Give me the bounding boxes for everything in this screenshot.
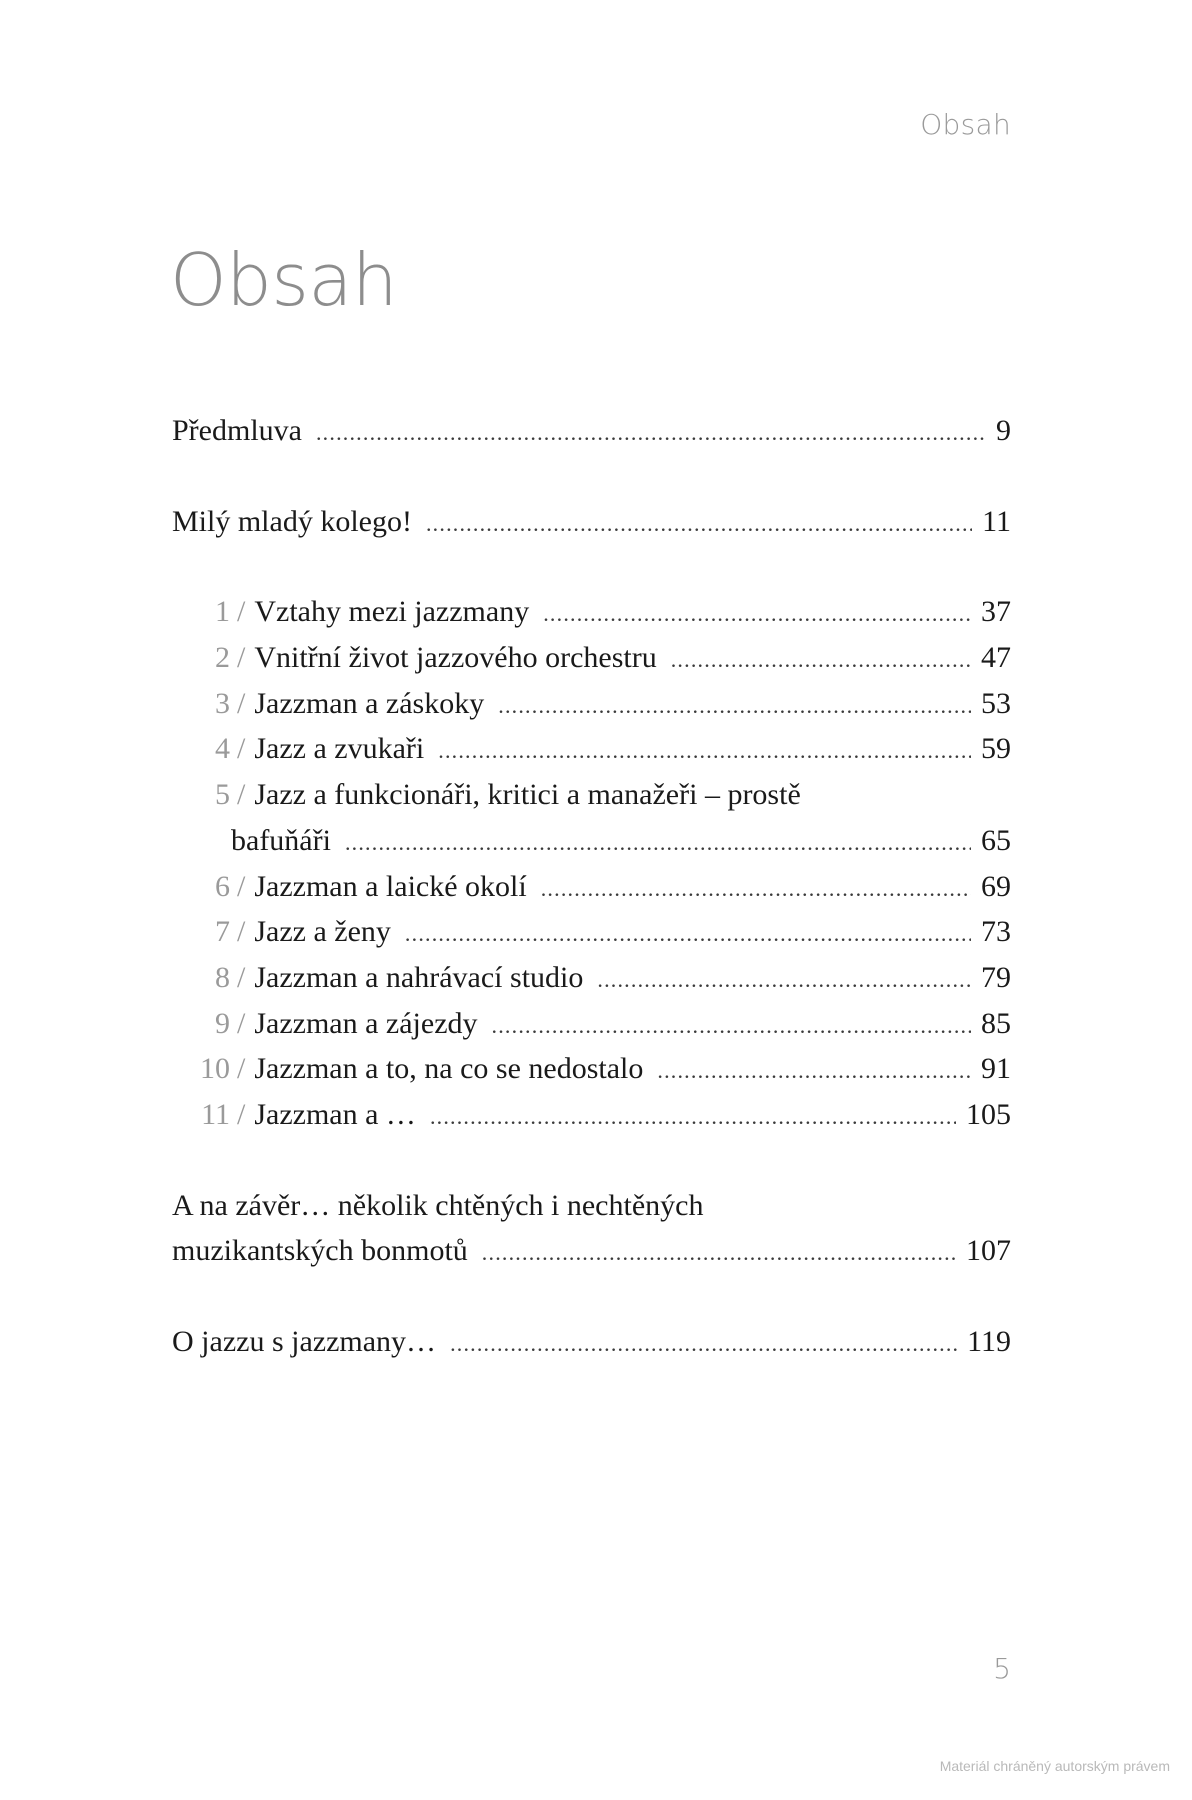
dot-leader (438, 728, 971, 774)
toc-chapter-11[interactable] (172, 1092, 1011, 1138)
chapter-separator: / (237, 1006, 246, 1040)
toc-entry-conclusion[interactable] (172, 1183, 1011, 1229)
chapter-separator: / (237, 732, 246, 766)
chapter-number: 6 (215, 869, 230, 903)
chapter-number: 1 (215, 595, 230, 629)
dot-leader (430, 1094, 956, 1140)
toc-entry-title: Jazzman a zájezdy (254, 1006, 478, 1040)
toc-entry-title: Jazzman a nahrávací studio (254, 960, 584, 994)
dot-leader (405, 911, 971, 957)
toc-entry-page: 11 (982, 504, 1011, 538)
dot-leader (492, 1003, 971, 1049)
toc-chapter-10[interactable] (172, 1046, 1011, 1092)
chapter-separator: / (237, 1052, 246, 1086)
toc-entry-page: 107 (966, 1234, 1011, 1268)
toc-entry-title: O jazzu s jazzmany… (172, 1325, 437, 1358)
toc-entry-page: 91 (981, 1052, 1011, 1086)
chapter-number: 5 (215, 778, 230, 812)
chapter-separator: / (237, 915, 246, 949)
toc-entry-title-continued: muzikantských bonmotů (172, 1234, 468, 1268)
toc-group-chapters (172, 589, 1011, 1137)
copyright-watermark: Materiál chráněný autorským právem (939, 1758, 1170, 1774)
page-number: 5 (993, 1652, 1011, 1685)
table-of-contents (172, 408, 1011, 1410)
toc-entry-title: Vnitřní život jazzového orchestru (254, 641, 657, 675)
toc-entry-title: Jazzman a to, na co se nedostalo (254, 1052, 644, 1086)
toc-group-foreword (172, 408, 1011, 454)
running-header: Obsah (920, 108, 1011, 141)
dot-leader (450, 1321, 957, 1367)
toc-group-conclusion (172, 1183, 1011, 1274)
toc-entry-page: 85 (981, 1006, 1011, 1040)
toc-entry-page: 79 (981, 960, 1011, 994)
dot-leader (482, 1230, 956, 1276)
toc-entry-title: Jazz a funkcionáři, kritici a manažeři – prostě (254, 778, 801, 812)
toc-entry-page: 9 (996, 414, 1011, 447)
dot-leader (657, 1048, 971, 1094)
toc-entry-page: 105 (966, 1097, 1011, 1131)
toc-chapter-8[interactable] (172, 955, 1011, 1001)
toc-entry-interviews[interactable] (172, 1319, 1011, 1365)
toc-entry-title: Milý mladý kolego! (172, 504, 412, 538)
toc-entry-title: Jazz a zvukaři (254, 732, 425, 766)
toc-group-letter (172, 499, 1011, 545)
toc-entry-title: Předmluva (172, 414, 302, 447)
toc-entry-page: 119 (967, 1325, 1011, 1358)
chapter-separator: / (237, 641, 246, 675)
toc-entry-page: 73 (981, 915, 1011, 949)
toc-chapter-9[interactable] (172, 1001, 1011, 1047)
toc-chapter-4[interactable] (172, 726, 1011, 772)
chapter-separator: / (237, 686, 246, 720)
dot-leader (543, 591, 971, 637)
chapter-separator: / (237, 595, 246, 629)
toc-entry-title: Jazzman a … (254, 1097, 416, 1131)
toc-chapter-2[interactable] (172, 635, 1011, 681)
chapter-separator: / (237, 960, 246, 994)
chapter-number: 2 (215, 641, 230, 675)
toc-group-interviews (172, 1319, 1011, 1365)
toc-entry-page: 37 (981, 595, 1011, 629)
toc-chapter-6[interactable] (172, 864, 1011, 910)
toc-entry-title: Jazzman a laické okolí (254, 869, 527, 903)
chapter-number: 7 (215, 915, 230, 949)
toc-entry-page: 65 (981, 823, 1011, 857)
toc-entry-letter[interactable] (172, 499, 1011, 545)
toc-chapter-7[interactable] (172, 909, 1011, 955)
dot-leader (541, 866, 971, 912)
toc-entry-title: Jazz a ženy (254, 915, 391, 949)
toc-entry-title: Vztahy mezi jazzmany (254, 595, 530, 629)
dot-leader (345, 820, 971, 866)
toc-chapter-3[interactable] (172, 681, 1011, 727)
toc-entry-page: 47 (981, 641, 1011, 675)
toc-chapter-5-continued[interactable] (172, 818, 1011, 864)
chapter-number: 4 (215, 732, 230, 766)
dot-leader (671, 637, 971, 683)
chapter-separator: / (237, 869, 246, 903)
chapter-separator: / (237, 778, 246, 812)
page-title: Obsah (170, 238, 398, 322)
toc-entry-title: Jazzman a záskoky (254, 686, 485, 720)
toc-entry-page: 69 (981, 869, 1011, 903)
chapter-separator: / (237, 1097, 246, 1131)
toc-entry-conclusion-continued[interactable] (172, 1228, 1011, 1274)
chapter-number: 8 (215, 960, 230, 994)
chapter-number: 9 (215, 1006, 230, 1040)
dot-leader (498, 683, 971, 729)
chapter-number: 11 (201, 1097, 230, 1131)
toc-entry-page: 53 (981, 686, 1011, 720)
dot-leader (316, 410, 986, 456)
chapter-number: 3 (215, 686, 230, 720)
toc-entry-foreword[interactable] (172, 408, 1011, 454)
toc-chapter-5[interactable] (172, 772, 1011, 818)
dot-leader (597, 957, 971, 1003)
toc-chapter-1[interactable] (172, 589, 1011, 635)
toc-entry-page: 59 (981, 732, 1011, 766)
toc-entry-title: A na závěr… několik chtěných i nechtěných (172, 1188, 704, 1222)
chapter-number: 10 (200, 1052, 230, 1086)
dot-leader (426, 501, 972, 547)
toc-entry-title-continued: bafuňáři (231, 823, 331, 857)
